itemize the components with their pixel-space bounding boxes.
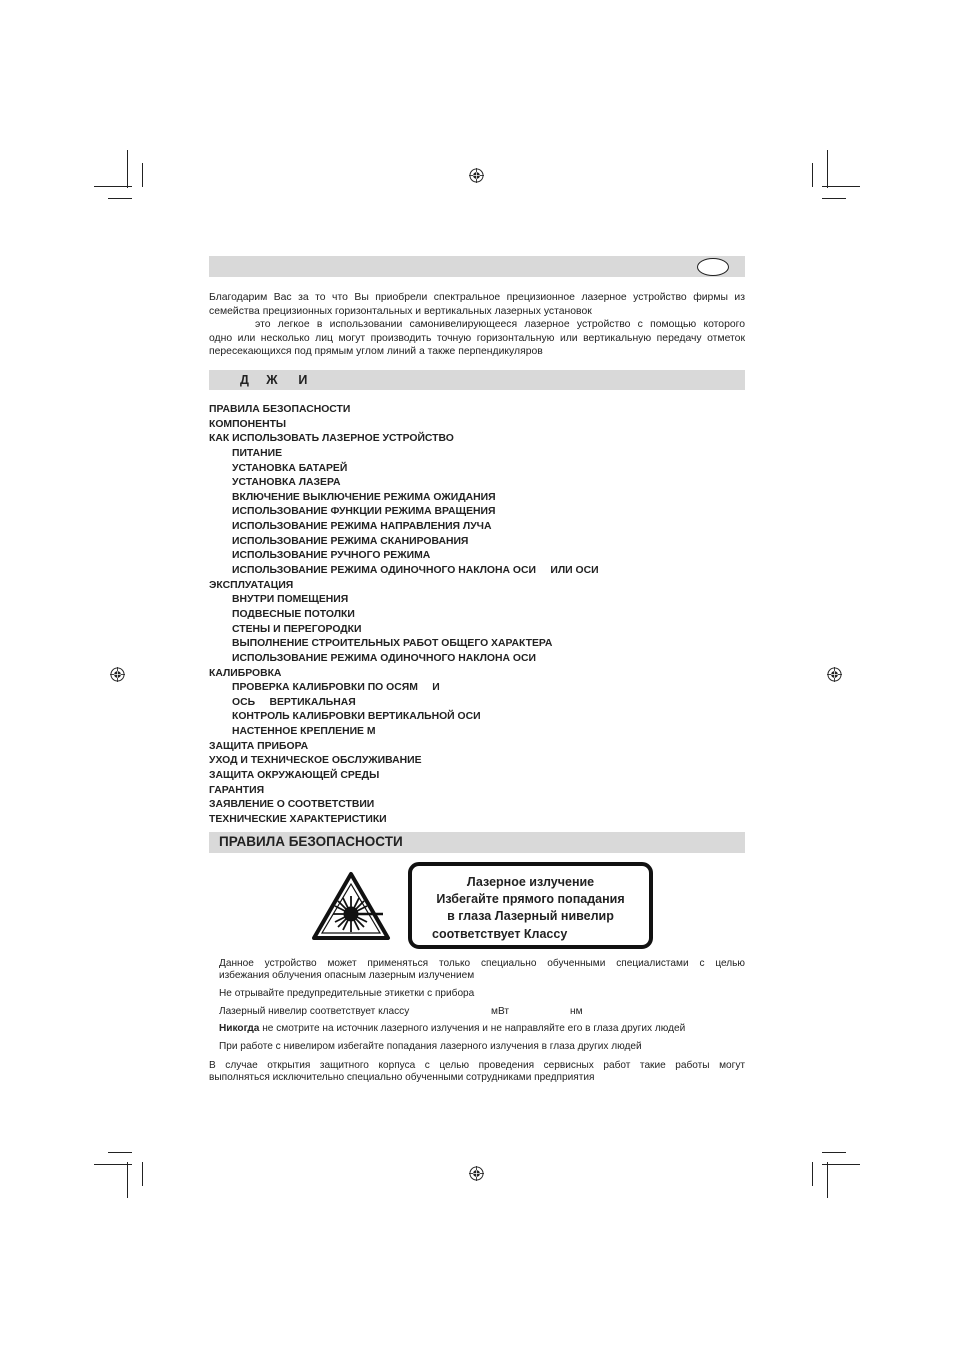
intro-line: семейства прецизионных горизонтальных и вертикальных лазерных установок	[209, 305, 592, 317]
registration-mark-top	[469, 168, 484, 183]
toc-item: ЗАЯВЛЕНИЕ О СООТВЕТСТВИИ	[209, 799, 375, 811]
toc-item: ПОДВЕСНЫЕ ПОТОЛКИ	[232, 608, 355, 620]
language-badge-oval	[697, 258, 729, 276]
toc-item: НАСТЕННОЕ КРЕПЛЕНИЕ М	[232, 726, 376, 738]
toc-item: ИСПОЛЬЗОВАНИЕ РЕЖИМА ОДИНОЧНОГО НАКЛОНА ОСИ	[232, 652, 536, 664]
toc-item: УСТАНОВКА ЛАЗЕРА	[232, 477, 341, 489]
toc-item: ИСПОЛЬЗОВАНИЕ РУЧНОГО РЕЖИМА	[232, 550, 431, 562]
intro-line: Благодарим Вас за то что Вы приобрели спектральное прецизионное лазерное устройство фирмы из	[209, 292, 745, 303]
laser-warning-icon	[311, 871, 391, 941]
warning-line: Лазерное излучение	[466, 875, 595, 889]
toc-item: КАЛИБРОВКА	[209, 667, 282, 679]
warning-line: соответствует Классу	[432, 927, 568, 941]
intro-line: одно или несколько лиц могут производить точную горизонтальную или вертикальную передачу отметок	[209, 332, 745, 344]
toc-item: ВНУТРИ ПОМЕЩЕНИЯ	[232, 594, 349, 606]
warning-line: в глаза Лазерный нивелир	[447, 909, 614, 923]
toc-item: ЗАЩИТА ПРИБОРА	[209, 740, 309, 752]
toc-item: ПИТАНИЕ	[232, 447, 283, 459]
intro-line: пересекающихся под прямым углом линий а также перпендикуляров	[209, 346, 543, 357]
safety-item-unit: нм	[570, 1006, 583, 1017]
toc-item: ИСПОЛЬЗОВАНИЕ РЕЖИМА ОДИНОЧНОГО НАКЛОНА ОСИ ИЛИ ОСИ	[232, 565, 599, 577]
header-band	[209, 256, 745, 277]
never-bold: Никогда	[219, 1023, 260, 1034]
table-of-contents	[209, 403, 745, 828]
safety-item-unit: мВт	[491, 1006, 509, 1017]
safety-item-text: Лазерный нивелир соответствует классу	[219, 1006, 410, 1017]
toc-item: ГАРАНТИЯ	[209, 784, 265, 796]
toc-item: ИСПОЛЬЗОВАНИЕ РЕЖИМА СКАНИРОВАНИЯ	[232, 535, 469, 547]
toc-item: ПРАВИЛА БЕЗОПАСНОСТИ	[209, 404, 351, 415]
contents-heading: Д Ж И	[240, 373, 308, 387]
toc-item: ПРОВЕРКА КАЛИБРОВКИ ПО ОСЯМ И	[232, 682, 440, 694]
toc-item: ОСЬ ВЕРТИКАЛЬНАЯ	[232, 696, 356, 708]
toc-item: ИСПОЛЬЗОВАНИЕ ФУНКЦИИ РЕЖИМА ВРАЩЕНИЯ	[232, 506, 496, 518]
intro-line: это легкое в использовании самонивелирующееся лазерное устройство с помощью которого	[255, 319, 745, 330]
safety-item-text: При работе с нивелиром избегайте попадания лазерного излучения в глаза других людей	[219, 1041, 642, 1052]
toc-item: ЭКСПЛУАТАЦИЯ	[209, 579, 294, 591]
registration-mark-right	[827, 667, 842, 682]
toc-item: ИСПОЛЬЗОВАНИЕ РЕЖИМА НАПРАВЛЕНИЯ ЛУЧА	[232, 521, 492, 533]
toc-item: УХОД И ТЕХНИЧЕСКОЕ ОБСЛУЖИВАНИЕ	[209, 755, 422, 767]
safety-item-text: Не отрывайте предупредительные этикетки с прибора	[219, 988, 475, 999]
registration-mark-left	[110, 667, 125, 682]
toc-item: ВЫПОЛНЕНИЕ СТРОИТЕЛЬНЫХ РАБОТ ОБЩЕГО ХАРАКТЕРА	[232, 638, 553, 650]
never-rest: не смотрите на источник лазерного излучения и не направляйте его в глаза других людей	[259, 1023, 686, 1034]
safety-heading: ПРАВИЛА БЕЗОПАСНОСТИ	[219, 834, 403, 849]
toc-item: КАК ИСПОЛЬЗОВАТЬ ЛАЗЕРНОЕ УСТРОЙСТВО	[209, 433, 454, 445]
toc-item: ТЕХНИЧЕСКИЕ ХАРАКТЕРИСТИКИ	[209, 813, 387, 825]
safety-paragraph: выполняться исключительно специально обученными сотрудниками предприятия	[209, 1072, 595, 1083]
warning-line: Избегайте прямого попадания	[436, 892, 625, 906]
toc-item: УСТАНОВКА БАТАРЕЙ	[232, 462, 348, 474]
safety-item-text: избежания облучения опасным лазерным излучением	[219, 970, 475, 981]
laser-warning-label	[408, 862, 653, 949]
toc-item: ВКЛЮЧЕНИЕ ВЫКЛЮЧЕНИЕ РЕЖИМА ОЖИДАНИЯ	[232, 491, 496, 503]
toc-item: СТЕНЫ И ПЕРЕГОРОДКИ	[232, 623, 362, 635]
safety-item-never	[219, 1023, 685, 1036]
toc-item: КОНТРОЛЬ КАЛИБРОВКИ ВЕРТИКАЛЬНОЙ ОСИ	[232, 711, 481, 723]
toc-item: КОМПОНЕНТЫ	[209, 418, 287, 430]
registration-mark-bottom	[469, 1166, 484, 1181]
safety-paragraph: В случае открытия защитного корпуса с целью проведения сервисных работ такие работы могут	[209, 1060, 745, 1071]
toc-item: ЗАЩИТА ОКРУЖАЮЩЕЙ СРЕДЫ	[209, 770, 380, 782]
intro-paragraph	[209, 291, 745, 359]
safety-item-text: Данное устройство может применяться только специально обученными специалистами с целью	[219, 958, 745, 969]
